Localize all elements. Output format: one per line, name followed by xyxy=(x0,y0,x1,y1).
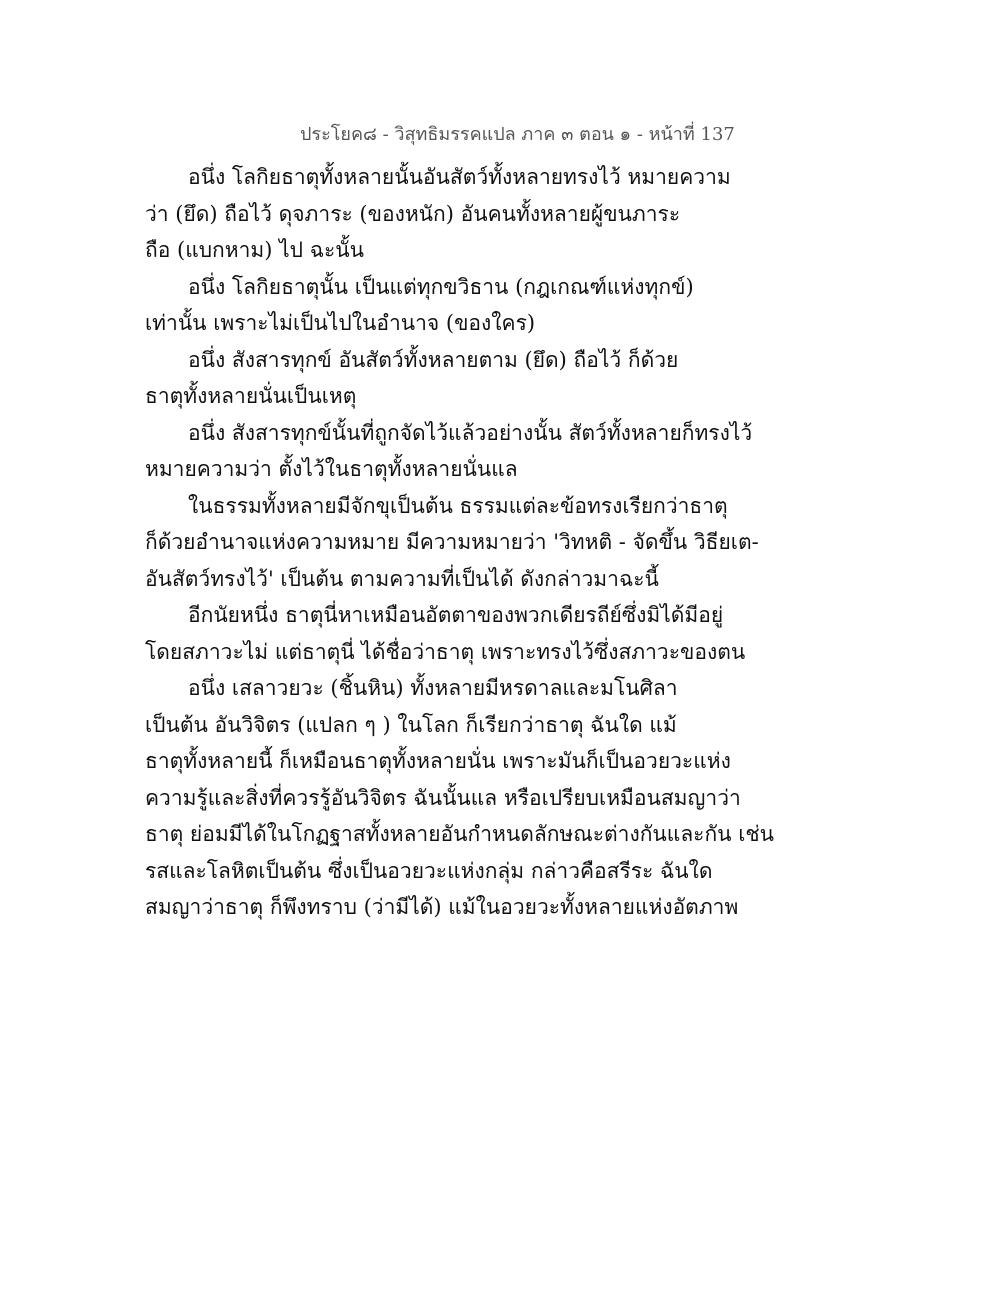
text-line: หมายความว่า ตั้งไว้ในธาตุทั้งหลายนั่นแล xyxy=(145,457,518,481)
text-line: เป็นต้น อันวิจิตร (แปลก ๆ ) ในโลก ก็เรียกว่าธาตุ ฉันใด แม้ xyxy=(145,712,677,737)
text-line: อนึ่ง เสลาวยวะ (ชิ้นหิน) ทั้งหลายมีหรดาลและมโนศิลา xyxy=(188,676,678,700)
text-line: ถือ (แบกหาม) ไป ฉะนั้น xyxy=(145,238,364,262)
text-line: ก็ด้วยอำนาจแห่งความหมาย มีความหมายว่า 'วิทหติ - จัดขึ้น วิธียเต- xyxy=(145,530,759,554)
text-line: อนึ่ง สังสารทุกข์นั้นที่ถูกจัดไว้แล้วอย่างนั้น สัตว์ทั้งหลายก็ทรงไว้ xyxy=(188,420,753,445)
text-line: ธาตุทั้งหลายนั่นเป็นเหตุ xyxy=(145,384,357,408)
text-line: อันสัตว์ทรงไว้' เป็นต้น ตามความที่เป็นได้ ดังกล่าวมาฉะนี้ xyxy=(145,566,659,591)
text-line: ธาตุ ย่อมมีได้ในโกฏฐาสทั้งหลายอันกำหนดลักษณะต่างกันและกัน เช่น xyxy=(145,822,774,846)
text-line: เท่านั้น เพราะไม่เป็นไปในอำนาจ (ของใคร) xyxy=(145,311,536,335)
text-line: ในธรรมทั้งหลายมีจักขุเป็นต้น ธรรมแต่ละข้อทรงเรียกว่าธาตุ xyxy=(188,493,728,518)
text-line: อนึ่ง โลกิยธาตุนั้น เป็นแต่ทุกขวิธาน (กฎเกณฑ์แห่งทุกข์) xyxy=(188,274,694,299)
body-text xyxy=(145,159,774,926)
text-line: สมญาว่าธาตุ ก็พึงทราบ (ว่ามีได้) แม้ในอวยวะทั้งหลายแห่งอัตภาพ xyxy=(145,895,739,919)
text-line: ธาตุทั้งหลายนี้ ก็เหมือนธาตุทั้งหลายนั่น เพราะมันก็เป็นอวยวะแห่ง xyxy=(145,749,731,773)
text-line: ความรู้และสิ่งที่ควรรู้อันวิจิตร ฉันนั้นแล หรือเปรียบเหมือนสมญาว่า xyxy=(145,785,741,810)
text-line: โดยสภาวะไม่ แต่ธาตุนี่ ได้ชื่อว่าธาตุ เพราะทรงไว้ซึ่งสภาวะของตน xyxy=(145,639,746,664)
text-line: ว่า (ยึด) ถือไว้ ดุจภาระ (ของหนัก) อันคนทั้งหลายผู้ขนภาระ xyxy=(145,201,681,226)
text-line: อนึ่ง สังสารทุกข์ อันสัตว์ทั้งหลายตาม (ยึด) ถือไว้ ก็ด้วย xyxy=(188,347,679,372)
text-line: รสและโลหิตเป็นต้น ซึ่งเป็นอวยวะแห่งกลุ่ม กล่าวคือสรีระ ฉันใด xyxy=(145,858,713,883)
text-line: อีกนัยหนึ่ง ธาตุนี่หาเหมือนอัตตาของพวกเดียรถีย์ซึ่งมิได้มีอยู่ xyxy=(188,603,724,627)
page-header: ประโยค๘ - วิสุทธิมรรคแปล ภาค ๓ ตอน ๑ - หน้าที่ 137 xyxy=(300,124,735,145)
text-line: อนึ่ง โลกิยธาตุทั้งหลายนั้นอันสัตว์ทั้งหลายทรงไว้ หมายความ xyxy=(188,165,731,189)
